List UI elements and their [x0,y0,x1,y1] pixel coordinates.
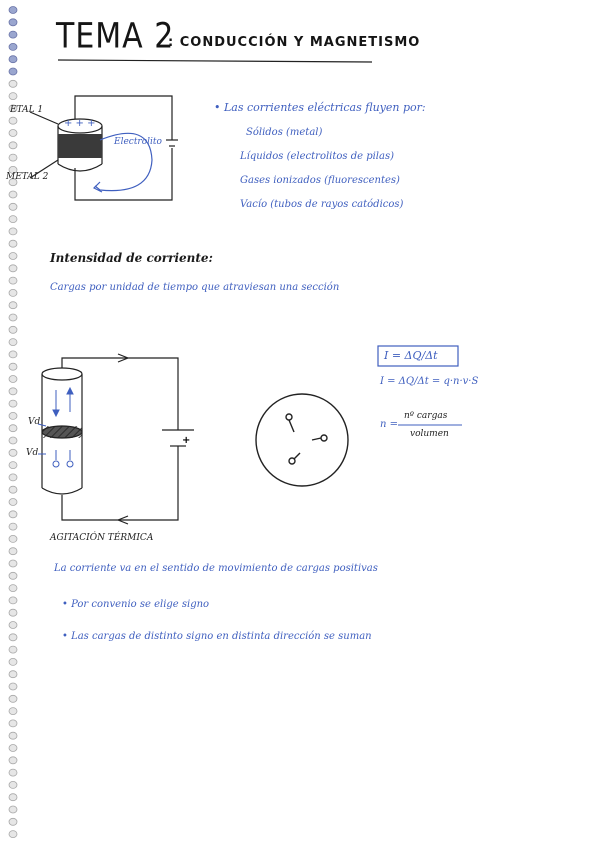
drift-velocity-label: Vd [28,417,41,427]
currents-item: Vacío (tubos de rayos catódicos) [240,199,404,210]
battery-plus: + [182,435,191,446]
electrolyte-fill [58,134,102,158]
metal2-label: METAL 2 [6,172,49,182]
formula-boxed: I = ΔQ/Δt [384,349,438,362]
formula-n-lhs: n = [380,419,398,430]
note-bullet: • Las cargas de distinto signo en distinta dirección se suman [62,631,372,642]
electrolyte-label: Electrolito [114,137,162,147]
metal1-label: ETAL 1 [10,105,44,115]
circuit-diagram [42,354,194,524]
currents-item: Líquidos (electrolitos de pilas) [240,151,395,162]
thermal-agitation-diagram [256,394,348,486]
drift-velocity-label: Vd [26,448,39,458]
note-main: La corriente va en el sentido de movimiento de cargas positivas [54,563,378,574]
currents-item: Gases ionizados (fluorescentes) [240,175,400,186]
thermal-caption: AGITACIÓN TÉRMICA [50,533,154,543]
plus-marks: + + + [64,118,96,129]
formula-n-numerator: nº cargas [404,411,448,421]
formula-current-density: I = ΔQ/Δt = q·n·v·S [380,376,479,387]
formula-n-denominator: volumen [410,429,449,439]
intensity-definition: Cargas por unidad de tiempo que atraviesan una sección [50,282,340,293]
cell-diagram [30,96,178,200]
currents-intro: • Las corrientes eléctricas fluyen por: [214,101,426,114]
title-underline [58,60,372,62]
page-title: TEMA 2 [56,16,175,57]
section-heading: Intensidad de corriente: [50,251,213,265]
note-bullet: • Por convenio se elige signo [62,599,210,610]
page-subtitle: : CONDUCCIÓN Y MAGNETISMO [168,35,421,50]
currents-item: Sólidos (metal) [246,127,323,138]
